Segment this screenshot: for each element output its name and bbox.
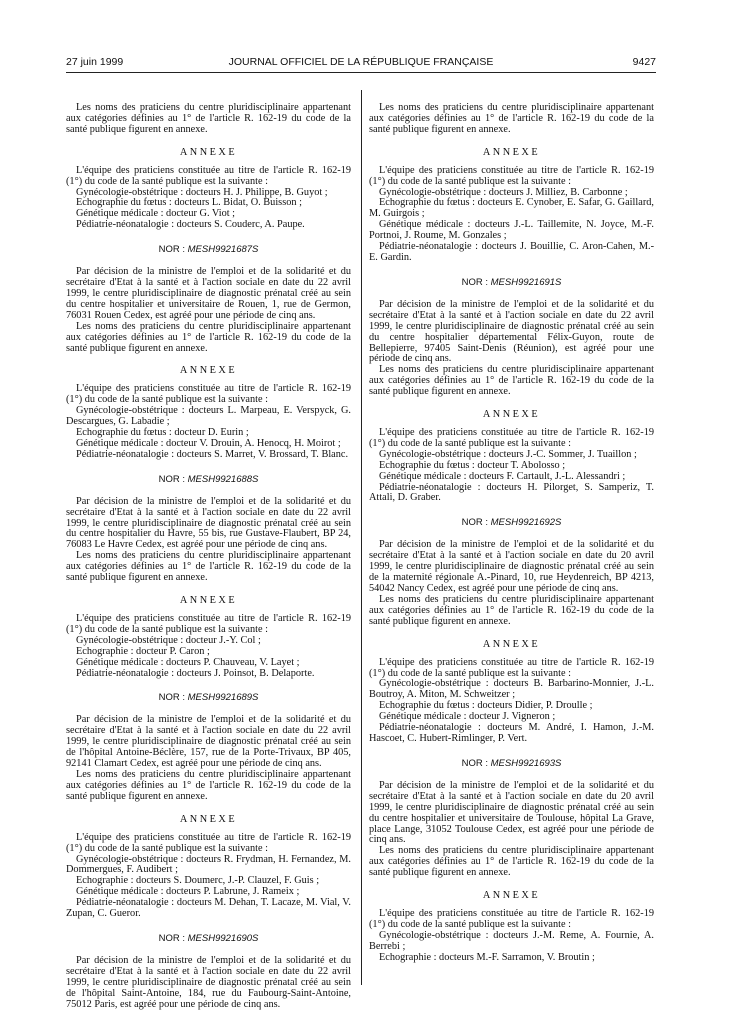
nor-label: NOR : bbox=[158, 244, 185, 256]
paragraph: Les noms des praticiens du centre pluridisciplinaire appartenant aux catégories définies au 1° de l'article R. 162-19 du code de la santé publique figurent en annexe. bbox=[66, 320, 351, 354]
paragraph: Les noms des praticiens du centre pluridisciplinaire appartenant aux catégories définies au 1° de l'article R. 162-19 du code de la santé publique figurent en annexe. bbox=[369, 845, 654, 879]
team-intro: L'équipe des praticiens constituée au titre de l'article R. 162-19 (1°) du code de la santé publique est la suivante : bbox=[369, 427, 654, 449]
annexe-heading: ANNEXE bbox=[482, 146, 541, 158]
nor-reference bbox=[66, 692, 351, 703]
team-list-item: Génétique médicale : docteur G. Viot ; bbox=[76, 208, 236, 220]
nor-label: NOR : bbox=[158, 473, 185, 485]
team-list-item: Génétique médicale : docteurs J.-L. Taillemite, N. Joyce, M.-F. Portnoi, J. Roume, M. Gonzales ; bbox=[369, 219, 654, 242]
team-list-item: Gynécologie-obstétrique : docteurs J.-M. Reme, A. Fournie, A. Berrebi ; bbox=[369, 929, 654, 952]
annexe-heading: ANNEXE bbox=[179, 813, 238, 825]
nor-code: MESH9921691S bbox=[490, 276, 562, 288]
paragraph: Les noms des praticiens du centre pluridisciplinaire appartenant aux catégories définies au 1° de l'article R. 162-19 du code de la santé publique figurent en annexe. bbox=[369, 593, 654, 627]
team-list-item: Echographie : docteur P. Caron ; bbox=[76, 645, 210, 657]
nor-code: MESH9921689S bbox=[187, 692, 259, 704]
annexe-heading: ANNEXE bbox=[179, 146, 238, 158]
nor-label: NOR : bbox=[461, 517, 488, 529]
annexe-heading: ANNEXE bbox=[179, 595, 238, 606]
decision-paragraph: Par décision de la ministre de l'emploi et de la solidarité et du secrétaire d'Etat à la santé et à l'action sociale en date du 20 avril 1999, le centre pluridisciplinaire de diagnostic prénatal créé au sein de la maternité régionale A.-Pinard, 10, rue Heydenreich, BP 4213, 54042 Nancy Cedex, est agréé pour une période de cinq ans. bbox=[369, 539, 654, 594]
team-list-item: Pédiatrie-néonatalogie : docteurs S. Couderc, A. Paupe. bbox=[76, 219, 305, 231]
team-list-item: Gynécologie-obstétrique : docteurs L. Marpeau, E. Verspyck, G. Descargues, G. Labadie ; bbox=[66, 405, 351, 428]
team-list-item: Génétique médicale : docteurs F. Cartault, J.-L. Alessandri ; bbox=[379, 470, 626, 482]
annexe-heading: ANNEXE bbox=[482, 638, 541, 650]
decision-paragraph: Par décision de la ministre de l'emploi et de la solidarité et du secrétaire d'Etat à la santé et à l'action sociale en date du 22 avril 1999, le centre pluridisciplinaire de diagnostic prénatal créé au sein du centre hospitalier du Havre, 55 bis, rue Gustave-Flaubert, BP 24, 76083 Le Havre Cedex, est agréé pour une période de cinq ans. bbox=[66, 495, 351, 551]
paragraph: Les noms des praticiens du centre pluridisciplinaire appartenant aux catégories définies au 1° de l'article R. 162-19 du code de la santé publique figurent en annexe. bbox=[66, 550, 351, 584]
paragraph: Les noms des praticiens du centre pluridisciplinaire appartenant aux catégories définies au 1° de l'article R. 162-19 du code de la santé publique figurent en annexe. bbox=[369, 102, 654, 135]
paragraph: Les noms des praticiens du centre pluridisciplinaire appartenant aux catégories définies au 1° de l'article R. 162-19 du code de la santé publique figurent en annexe. bbox=[369, 364, 654, 398]
nor-label: NOR : bbox=[461, 757, 488, 769]
team-list-item: Echographie : docteurs M.-F. Sarramon, V. Broutin ; bbox=[379, 951, 595, 963]
team-list-item: Gynécologie-obstétrique : docteurs H. J. Philippe, B. Guyot ; bbox=[76, 186, 328, 198]
annexe-heading: ANNEXE bbox=[179, 365, 238, 377]
team-intro: L'équipe des praticiens constituée au titre de l'article R. 162-19 (1°) du code de la santé publique est la suivante : bbox=[66, 613, 351, 635]
paragraph: Les noms des praticiens du centre pluridisciplinaire appartenant aux catégories définies au 1° de l'article R. 162-19 du code de la santé publique figurent en annexe. bbox=[66, 102, 351, 135]
team-list-item: Echographie du fœtus : docteur T. Abolosso ; bbox=[379, 459, 566, 471]
page-header bbox=[66, 56, 656, 70]
column-divider bbox=[361, 90, 362, 985]
team-list-item: Echographie du fœtus : docteurs E. Cynober, E. Safar, G. Gaillard, M. Guirgois ; bbox=[369, 197, 654, 220]
team-list-item: Génétique médicale : docteur V. Drouin, A. Henocq, H. Moirot ; bbox=[76, 437, 341, 449]
team-list-item: Génétique médicale : docteurs P. Chauveau, V. Layet ; bbox=[76, 656, 300, 668]
nor-code: MESH9921692S bbox=[490, 517, 562, 529]
nor-code: MESH9921688S bbox=[187, 473, 259, 485]
team-list-item: Pédiatrie-néonatalogie : docteurs J. Bouillie, C. Aron-Cahen, M.-E. Gardin. bbox=[369, 241, 654, 263]
team-intro: L'équipe des praticiens constituée au titre de l'article R. 162-19 (1°) du code de la santé publique est la suivante : bbox=[66, 383, 351, 406]
left-column bbox=[66, 103, 351, 1010]
team-list-item: Gynécologie-obstétrique : docteurs J. Milliez, B. Carbonne ; bbox=[379, 186, 628, 198]
annexe-heading: ANNEXE bbox=[482, 409, 541, 421]
nor-label: NOR : bbox=[158, 692, 185, 704]
team-intro: L'équipe des praticiens constituée au titre de l'article R. 162-19 (1°) du code de la santé publique est la suivante : bbox=[66, 164, 351, 187]
team-intro: L'équipe des praticiens constituée au titre de l'article R. 162-19 (1°) du code de la santé publique est la suivante : bbox=[369, 164, 654, 187]
team-list-item: Echographie du fœtus : docteurs L. Bidat, O. Buisson ; bbox=[76, 197, 302, 209]
header-date: 27 juin 1999 bbox=[66, 56, 124, 68]
annexe-heading: ANNEXE bbox=[482, 890, 541, 902]
decision-paragraph: Par décision de la ministre de l'emploi et de la solidarité et du secrétaire d'Etat à la santé et à l'action sociale en date du 22 avril 1999, le centre pluridisciplinaire de diagnostic prénatal créé au sein de l'hôpital Saint-Antoine, 184, rue du Faubourg-Saint-Antoine, 75012 Paris, est agréé pour une période de cinq ans. bbox=[66, 954, 351, 1010]
nor-code: MESH9921693S bbox=[490, 757, 562, 769]
nor-label: NOR : bbox=[461, 276, 488, 288]
team-list-item: Pédiatrie-néonatalogie : docteurs M. André, I. Hamon, J.-M. Hascoet, C. Hubert-Rimlinger, P. Vert. bbox=[369, 722, 654, 744]
team-list-item: Pédiatrie-néonatalogie : docteurs H. Pilorget, S. Samperiz, T. Attali, D. Graber. bbox=[369, 481, 654, 504]
team-intro: L'équipe des praticiens constituée au titre de l'article R. 162-19 (1°) du code de la santé publique est la suivante : bbox=[66, 831, 351, 854]
nor-reference bbox=[66, 474, 351, 485]
nor-reference bbox=[66, 244, 351, 255]
nor-reference bbox=[369, 758, 654, 769]
team-list-item: Echographie du fœtus : docteurs Didier, P. Droulle ; bbox=[379, 700, 593, 712]
team-intro: L'équipe des praticiens constituée au titre de l'article R. 162-19 (1°) du code de la santé publique est la suivante : bbox=[369, 656, 654, 679]
team-intro: L'équipe des praticiens constituée au titre de l'article R. 162-19 (1°) du code de la santé publique est la suivante : bbox=[369, 908, 654, 930]
paragraph: Les noms des praticiens du centre pluridisciplinaire appartenant aux catégories définies au 1° de l'article R. 162-19 du code de la santé publique figurent en annexe. bbox=[66, 768, 351, 802]
nor-code: MESH9921690S bbox=[187, 932, 259, 944]
nor-reference bbox=[66, 933, 351, 944]
team-list-item: Gynécologie-obstétrique : docteurs B. Barbarino-Monnier, J.-L. Boutroy, A. Miton, M. Schweitzer ; bbox=[369, 678, 654, 701]
team-list-item: Génétique médicale : docteurs P. Labrune, J. Rameix ; bbox=[76, 886, 300, 898]
team-list-item: Echographie : docteurs S. Doumerc, J.-P. Clauzel, F. Guis ; bbox=[76, 875, 320, 887]
team-list-item: Pédiatrie-néonatalogie : docteurs J. Poinsot, B. Delaporte. bbox=[76, 667, 315, 679]
decision-paragraph: Par décision de la ministre de l'emploi et de la solidarité et du secrétaire d'Etat à la santé et à l'action sociale en date du 22 avril 1999, le centre pluridisciplinaire de diagnostic prénatal créé au sein du centre hospitalier et universitaire de Rouen, 1, rue de Germon, 76031 Rouen Cedex, est agréé pour une période de cinq ans. bbox=[66, 266, 351, 321]
team-list-item: Gynécologie-obstétrique : docteurs J.-C. Sommer, J. Tuaillon ; bbox=[379, 448, 637, 460]
journal-title: JOURNAL OFFICIEL DE LA RÉPUBLIQUE FRANÇAISE bbox=[228, 56, 494, 68]
team-list-item: Gynécologie-obstétrique : docteur J.-Y. Col ; bbox=[76, 634, 261, 646]
team-list-item: Pédiatrie-néonatalogie : docteurs S. Marret, V. Brossard, T. Blanc. bbox=[76, 448, 349, 460]
nor-reference bbox=[369, 277, 654, 288]
nor-code: MESH9921687S bbox=[187, 244, 259, 256]
team-list-item: Génétique médicale : docteur J. Vigneron ; bbox=[379, 711, 556, 723]
header-rule bbox=[66, 72, 656, 73]
nor-label: NOR : bbox=[158, 932, 185, 944]
decision-paragraph: Par décision de la ministre de l'emploi et de la solidarité et du secrétaire d'Etat à la santé et à l'action sociale en date du 20 avril 1999, le centre pluridisciplinaire de diagnostic prénatal créé au sein du centre hospitalier et universitaire de Toulouse, hôpital La Grave, place Lange, 31052 Toulouse Cedex, est agréé pour une période de cinq ans. bbox=[369, 779, 654, 846]
team-list-item: Pédiatrie-néonatalogie : docteurs M. Dehan, T. Lacaze, M. Vial, V. Zupan, C. Gueror. bbox=[66, 897, 351, 920]
team-list-item: Echographie du fœtus : docteur D. Eurin ; bbox=[76, 427, 249, 439]
right-column bbox=[369, 103, 654, 964]
nor-reference bbox=[369, 517, 654, 528]
decision-paragraph: Par décision de la ministre de l'emploi et de la solidarité et du secrétaire d'Etat à la santé et à l'action sociale en date du 22 avril 1999, le centre pluridisciplinaire de diagnostic prénatal créé au sein du centre hospitalier départemental Félix-Guyon, route de Bellepierre, 97405 Saint-Denis (Réunion), est agréé pour une période de cinq ans. bbox=[369, 298, 654, 365]
page-number: 9427 bbox=[632, 56, 656, 68]
team-list-item: Gynécologie-obstétrique : docteurs R. Frydman, H. Fernandez, M. Dommergues, F. Audibert ; bbox=[66, 853, 351, 876]
decision-paragraph: Par décision de la ministre de l'emploi et de la solidarité et du secrétaire d'Etat à la santé et à l'action sociale en date du 22 avril 1999, le centre pluridisciplinaire de diagnostic prénatal créé au sein de l'hôpital Antoine-Béclère, 157, rue de la Porte-Trivaux, BP 405, 92141 Clamart Cedex, est agréé pour une période de cinq ans. bbox=[66, 714, 351, 770]
